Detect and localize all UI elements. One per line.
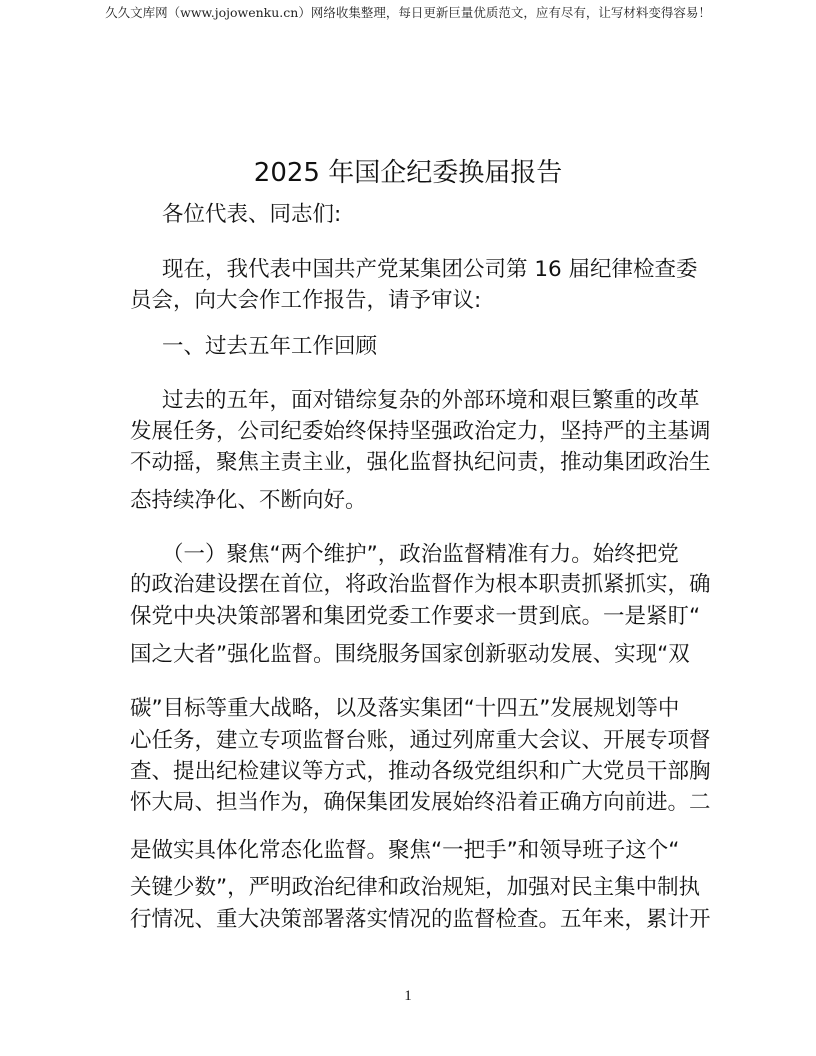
- body-line: 关键少数”，严明政治纪律和政治规矩，加强对民主集中制执: [130, 875, 701, 900]
- body-line: 态持续净化、不断向好。: [130, 488, 367, 513]
- body-line: 碳”目标等重大战略，以及落实集团“十四五”发展规划等中: [130, 696, 680, 721]
- body-line: 心任务，建立专项监督台账，通过列席重大会议、开展专项督: [130, 728, 711, 753]
- site-header-banner: 久久文库网（www.jojowenku.cn）网络收集整理，每日更新巨量优质范文，应有尽有，让写材料变得容易！: [105, 5, 711, 20]
- body-line: 不动摇，聚焦主责主业，强化监督执纪问责，推动集团政治生: [130, 450, 711, 475]
- page-number: 1: [404, 988, 412, 1004]
- body-line: 保党中央决策部署和集团党委工作要求一贯到底。一是紧盯“: [130, 604, 701, 629]
- body-line: 查、提出纪检建议等方式，推动各级党组织和广大党员干部胸: [130, 759, 711, 784]
- body-line: 员会，向大会作工作报告，请予审议:: [130, 288, 482, 313]
- body-line: 怀大局、担当作为，确保集团发展始终沿着正确方向前进。二: [130, 790, 711, 815]
- body-line: 发展任务，公司纪委始终保持坚强政治定力，坚持严的主基调: [130, 419, 711, 444]
- document-title: 2025 年国企纪委换届报告: [253, 158, 563, 188]
- body-line: 是做实具体化常态化监督。聚焦“一把手”和领导班子这个“: [130, 838, 680, 863]
- body-line: 过去的五年，面对错综复杂的外部环境和艰巨繁重的改革: [162, 388, 700, 413]
- body-line: 现在，我代表中国共产党某集团公司第 16 届纪律检查委: [162, 257, 698, 282]
- salutation: 各位代表、同志们:: [162, 202, 342, 227]
- body-line: （一）聚焦“两个维护”，政治监督精准有力。始终把党: [162, 542, 679, 567]
- section-heading: 一、过去五年工作回顾: [162, 334, 378, 359]
- body-line: 国之大者”强化监督。围绕服务国家创新驱动发展、实现“双: [130, 642, 690, 667]
- body-line: 行情况、重大决策部署落实情况的监督检查。五年来，累计开: [130, 907, 711, 932]
- body-line: 的政治建设摆在首位，将政治监督作为根本职责抓紧抓实，确: [130, 572, 711, 597]
